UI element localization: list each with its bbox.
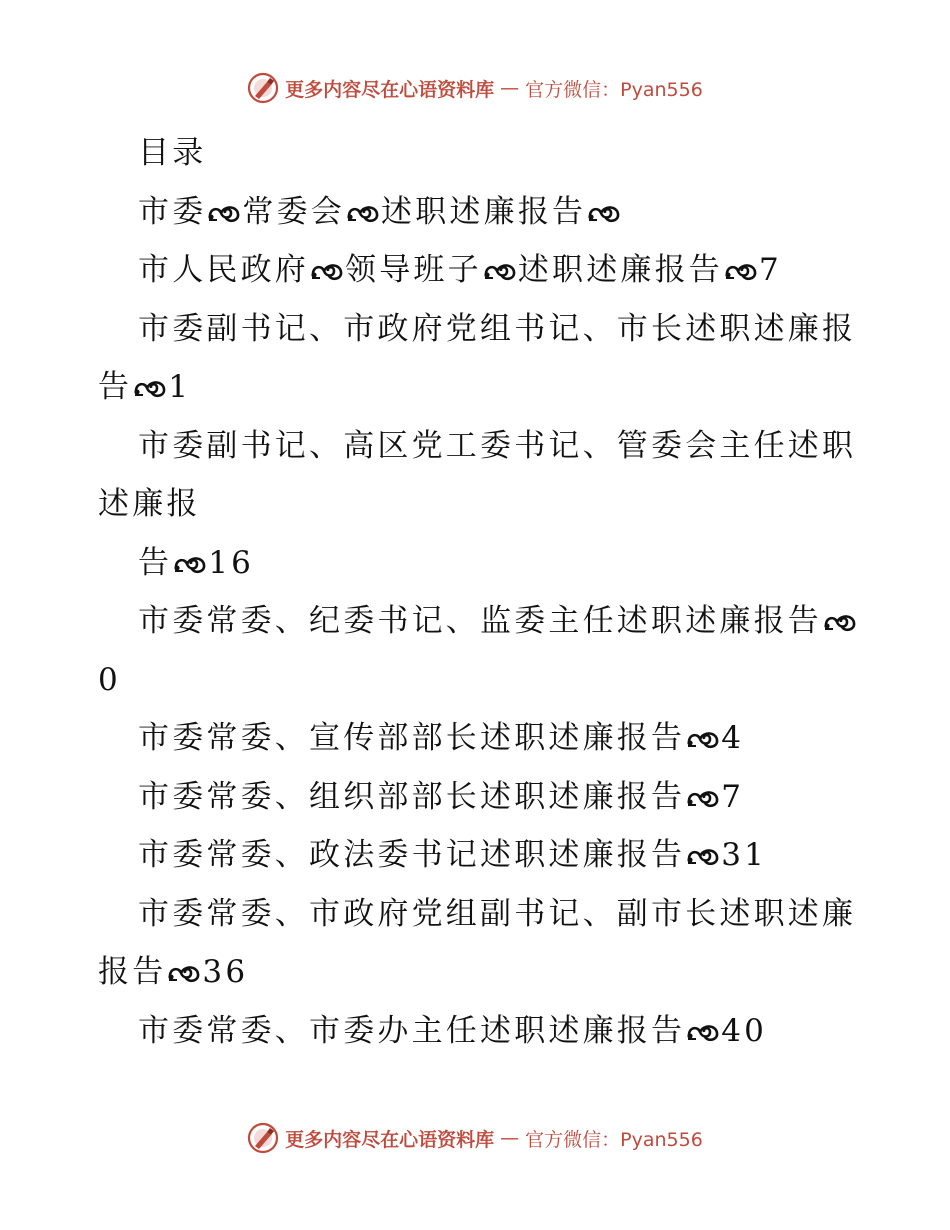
toc-entry-page: 36 <box>202 954 249 990</box>
toc-title: 目录 <box>138 135 207 171</box>
toc-entry-page: 4 <box>721 720 745 756</box>
ornament-icon <box>724 260 758 282</box>
toc-entry[interactable] <box>98 826 858 885</box>
ornament-icon <box>207 202 241 224</box>
toc-entry[interactable] <box>98 241 858 300</box>
ornament-icon <box>173 553 207 575</box>
toc-entry-page: 40 <box>721 1012 768 1049</box>
toc-entry-text: 市委常委、市委办主任述职述廉报告 <box>138 1012 686 1049</box>
toc-entry-text: 述职述廉报告 <box>517 252 724 288</box>
footer-dash: — <box>500 1127 520 1149</box>
toc-entry-text: 市人民政府 <box>138 252 309 288</box>
footer-wechat-text: 官方微信：Pyan556 <box>525 1128 703 1151</box>
toc-entry-text: 市委常委、市政府党组副书记、副市长述职述廉报告 <box>98 895 857 990</box>
toc-entry-text: 市委副书记、高区党工委书记、管委会主任述职述廉报 <box>98 427 857 522</box>
toc-entry[interactable] <box>98 183 858 242</box>
toc-entry[interactable] <box>98 885 858 1002</box>
toc-entry[interactable] <box>98 768 858 827</box>
toc-entry-page: 7 <box>721 778 745 815</box>
toc-entry[interactable] <box>98 534 858 593</box>
toc-entry[interactable] <box>98 417 858 534</box>
ornament-icon <box>587 202 621 224</box>
toc-entry-text: 市委常委、纪委书记、监委主任述职述廉报告 <box>138 603 822 639</box>
pen-seal-logo-icon <box>247 72 279 104</box>
toc-content <box>98 124 858 1060</box>
header-brand-text: 更多内容尽在心语资料库 <box>285 78 495 101</box>
footer-banner <box>0 1122 950 1154</box>
header-wechat-text: 官方微信：Pyan556 <box>525 78 703 101</box>
toc-entry-text: 告 <box>138 544 173 581</box>
toc-entry-text: 述职述廉报告 <box>381 193 587 230</box>
toc-entry-page: 31 <box>721 837 768 873</box>
toc-entry-text: 市委 <box>138 193 207 230</box>
ornament-icon <box>823 611 857 633</box>
toc-entry[interactable] <box>98 1002 858 1061</box>
toc-entry-page: 0 <box>98 661 121 698</box>
ornament-icon <box>483 260 517 282</box>
toc-entry-text: 常委会 <box>242 193 346 230</box>
toc-entry-text: 领导班子 <box>345 252 482 288</box>
toc-entry-text: 市委副书记、市政府党组书记、市长述职述廉报告 <box>98 310 857 405</box>
ornament-icon <box>167 962 201 984</box>
ornament-icon <box>686 1021 720 1043</box>
ornament-icon <box>686 787 720 809</box>
ornament-icon <box>133 377 167 399</box>
header-dash: — <box>500 77 520 99</box>
ornament-icon <box>346 202 380 224</box>
toc-entry-page: 1 <box>168 369 192 405</box>
toc-entry-text: 市委常委、政法委书记述职述廉报告 <box>138 837 686 873</box>
header-banner <box>0 72 950 104</box>
toc-entry[interactable] <box>98 709 858 768</box>
toc-entry-page: 7 <box>759 252 782 288</box>
ornament-icon <box>310 260 344 282</box>
toc-entry[interactable] <box>98 592 858 709</box>
ornament-icon <box>686 845 720 867</box>
toc-entry-page: 16 <box>208 544 255 581</box>
toc-entry[interactable] <box>98 300 858 417</box>
toc-entry-text: 市委常委、宣传部部长述职述廉报告 <box>138 720 686 756</box>
ornament-icon <box>686 728 720 750</box>
footer-brand-text: 更多内容尽在心语资料库 <box>285 1128 495 1151</box>
toc-entry-text: 市委常委、组织部部长述职述廉报告 <box>138 778 686 815</box>
pen-seal-logo-icon <box>247 1122 279 1154</box>
